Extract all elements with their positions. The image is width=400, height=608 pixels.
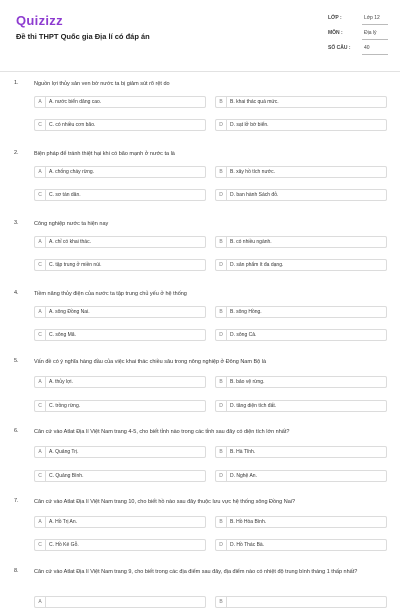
meta-count (328, 42, 390, 56)
option-letter: A (35, 517, 46, 528)
option-text: B. Hà Tĩnh. (230, 449, 256, 455)
header-divider (0, 71, 400, 72)
option-letter: C (35, 190, 46, 201)
question-text: Vấn đề có ý nghĩa hàng đầu của việc khai thác chiều sâu trong nông nghiệp ở Đông Nam Bộ là (34, 359, 267, 365)
option-c[interactable] (34, 470, 206, 482)
option-d[interactable] (215, 539, 387, 551)
meta-count-underline (362, 54, 388, 55)
question-text: Nguồn lợi thủy sản ven bờ nước ta bị giảm sút rõ rệt do (34, 81, 170, 87)
option-text: A. chỉ có khai thác. (49, 239, 91, 245)
option-text: D. sông Cả. (230, 332, 257, 338)
option-b[interactable] (215, 166, 387, 178)
question-number: 7. (14, 498, 19, 504)
option-d[interactable] (215, 470, 387, 482)
option-c[interactable] (34, 259, 206, 271)
option-text: C. sơ tán dân. (49, 192, 81, 198)
option-text: A. chống cháy rừng. (49, 169, 95, 175)
option-letter: D (216, 330, 227, 341)
option-text: A. thủy lợi. (49, 379, 73, 385)
meta-subject (328, 27, 390, 41)
option-text: A. Hồ Trị An. (49, 519, 78, 525)
option-text: B. xây hồ tích nước. (230, 169, 275, 175)
option-c[interactable] (34, 119, 206, 131)
option-letter: B (216, 167, 227, 178)
question-text: Căn cứ vào Atlat Địa lí Việt Nam trang 9, cho biết trong các địa điểm sau đây, địa điểm nào có nhiệt độ trung bình tháng 1 thấp nhất? (34, 569, 358, 575)
option-b[interactable] (215, 516, 387, 528)
option-b[interactable] (215, 376, 387, 388)
option-letter: D (216, 401, 227, 412)
option-letter: A (35, 447, 46, 458)
option-text: C. Hồ Kẻ Gỗ. (49, 542, 79, 548)
option-letter: B (216, 97, 227, 108)
option-letter: B (216, 307, 227, 318)
option-text: D. sạt lở bờ biển. (230, 122, 269, 128)
option-a[interactable] (34, 446, 206, 458)
option-d[interactable] (215, 119, 387, 131)
meta-class (328, 12, 390, 26)
option-text: B. sông Hồng. (230, 309, 262, 315)
option-c[interactable] (34, 400, 206, 412)
option-text: A. sông Đồng Nai. (49, 309, 90, 315)
option-letter: B (216, 517, 227, 528)
meta-subject-label: MÔN : (328, 30, 343, 36)
option-letter: B (216, 237, 227, 248)
question-number: 6. (14, 428, 19, 434)
option-text: A. Quảng Trị. (49, 449, 79, 455)
option-b[interactable] (215, 596, 387, 608)
option-letter: A (35, 97, 46, 108)
option-letter: D (216, 120, 227, 131)
option-text: B. khai thác quá mức. (230, 99, 279, 105)
question-text: Công nghiệp nước ta hiện nay (34, 221, 109, 227)
option-a[interactable] (34, 596, 206, 608)
option-letter: C (35, 540, 46, 551)
option-text: D. Hồ Thác Bà. (230, 542, 265, 548)
option-text: B. bảo vệ rừng. (230, 379, 265, 385)
option-a[interactable] (34, 516, 206, 528)
option-letter: C (35, 401, 46, 412)
question-number: 5. (14, 358, 19, 364)
option-a[interactable] (34, 166, 206, 178)
option-text: C. tập trung ở miền núi. (49, 262, 102, 268)
option-b[interactable] (215, 306, 387, 318)
document-title: Đề thi THPT Quốc gia Địa lí có đáp án (16, 32, 150, 41)
option-letter: B (216, 377, 227, 388)
option-d[interactable] (215, 329, 387, 341)
question-number: 3. (14, 220, 19, 226)
option-text: C. sông Mã. (49, 332, 76, 338)
option-letter: B (216, 447, 227, 458)
option-letter: C (35, 471, 46, 482)
meta-class-label: LỚP : (328, 15, 342, 21)
option-a[interactable] (34, 236, 206, 248)
option-c[interactable] (34, 189, 206, 201)
question-text: Biện pháp để tránh thiệt hại khi có bão mạnh ở nước ta là (34, 151, 175, 157)
option-letter: D (216, 260, 227, 271)
option-text: B. có nhiều ngành. (230, 239, 272, 245)
option-letter: A (35, 307, 46, 318)
meta-class-underline (362, 24, 388, 25)
option-text: C. Quảng Bình. (49, 473, 84, 479)
option-text: A. nước biển dâng cao. (49, 99, 102, 105)
question-text: Căn cứ vào Atlat Địa lí Việt Nam trang 10, cho biết hồ nào sau đây thuộc lưu vực hệ thống sông Đồng Nai? (34, 499, 296, 505)
option-a[interactable] (34, 96, 206, 108)
option-a[interactable] (34, 306, 206, 318)
option-letter: C (35, 330, 46, 341)
option-letter: A (35, 377, 46, 388)
worksheet-header (0, 0, 400, 70)
meta-count-value: 40 (364, 45, 370, 51)
question-number: 4. (14, 290, 19, 296)
option-d[interactable] (215, 259, 387, 271)
option-letter: D (216, 540, 227, 551)
option-letter: D (216, 190, 227, 201)
option-c[interactable] (34, 539, 206, 551)
option-text: D. ban hành Sách đỏ. (230, 192, 279, 198)
option-text: D. sản phẩm ít đa dạng. (230, 262, 284, 268)
option-text: D. tăng diện tích đất. (230, 403, 277, 409)
option-letter: A (35, 597, 46, 608)
option-letter: C (35, 120, 46, 131)
option-b[interactable] (215, 446, 387, 458)
meta-subject-underline (362, 39, 388, 40)
quizizz-logo: Quizizz (16, 13, 63, 28)
option-c[interactable] (34, 329, 206, 341)
option-letter: C (35, 260, 46, 271)
option-letter: A (35, 237, 46, 248)
option-a[interactable] (34, 376, 206, 388)
question-number: 2. (14, 150, 19, 156)
option-text: C. trồng rừng. (49, 403, 81, 409)
option-letter: A (35, 167, 46, 178)
question-number: 1. (14, 80, 19, 86)
option-text: B. Hồ Hòa Bình. (230, 519, 267, 525)
option-b[interactable] (215, 96, 387, 108)
option-text: D. Nghệ An. (230, 473, 257, 479)
option-letter: D (216, 471, 227, 482)
meta-count-label: SỐ CÂU : (328, 45, 351, 51)
option-letter: B (216, 597, 227, 608)
meta-class-value: Lớp 12 (364, 15, 380, 21)
option-d[interactable] (215, 189, 387, 201)
question-number: 8. (14, 568, 19, 574)
option-text: C. có nhiều cơn bão. (49, 122, 96, 128)
question-text: Căn cứ vào Atlat Địa lí Việt Nam trang 4-5, cho biết tỉnh nào trong các tỉnh sau đây có diện tích lớn nhất? (34, 429, 290, 435)
option-b[interactable] (215, 236, 387, 248)
option-d[interactable] (215, 400, 387, 412)
question-text: Tiềm năng thủy điện của nước ta tập trung chủ yếu ở hệ thống (34, 291, 187, 297)
meta-subject-value: Địa lý (364, 30, 377, 36)
